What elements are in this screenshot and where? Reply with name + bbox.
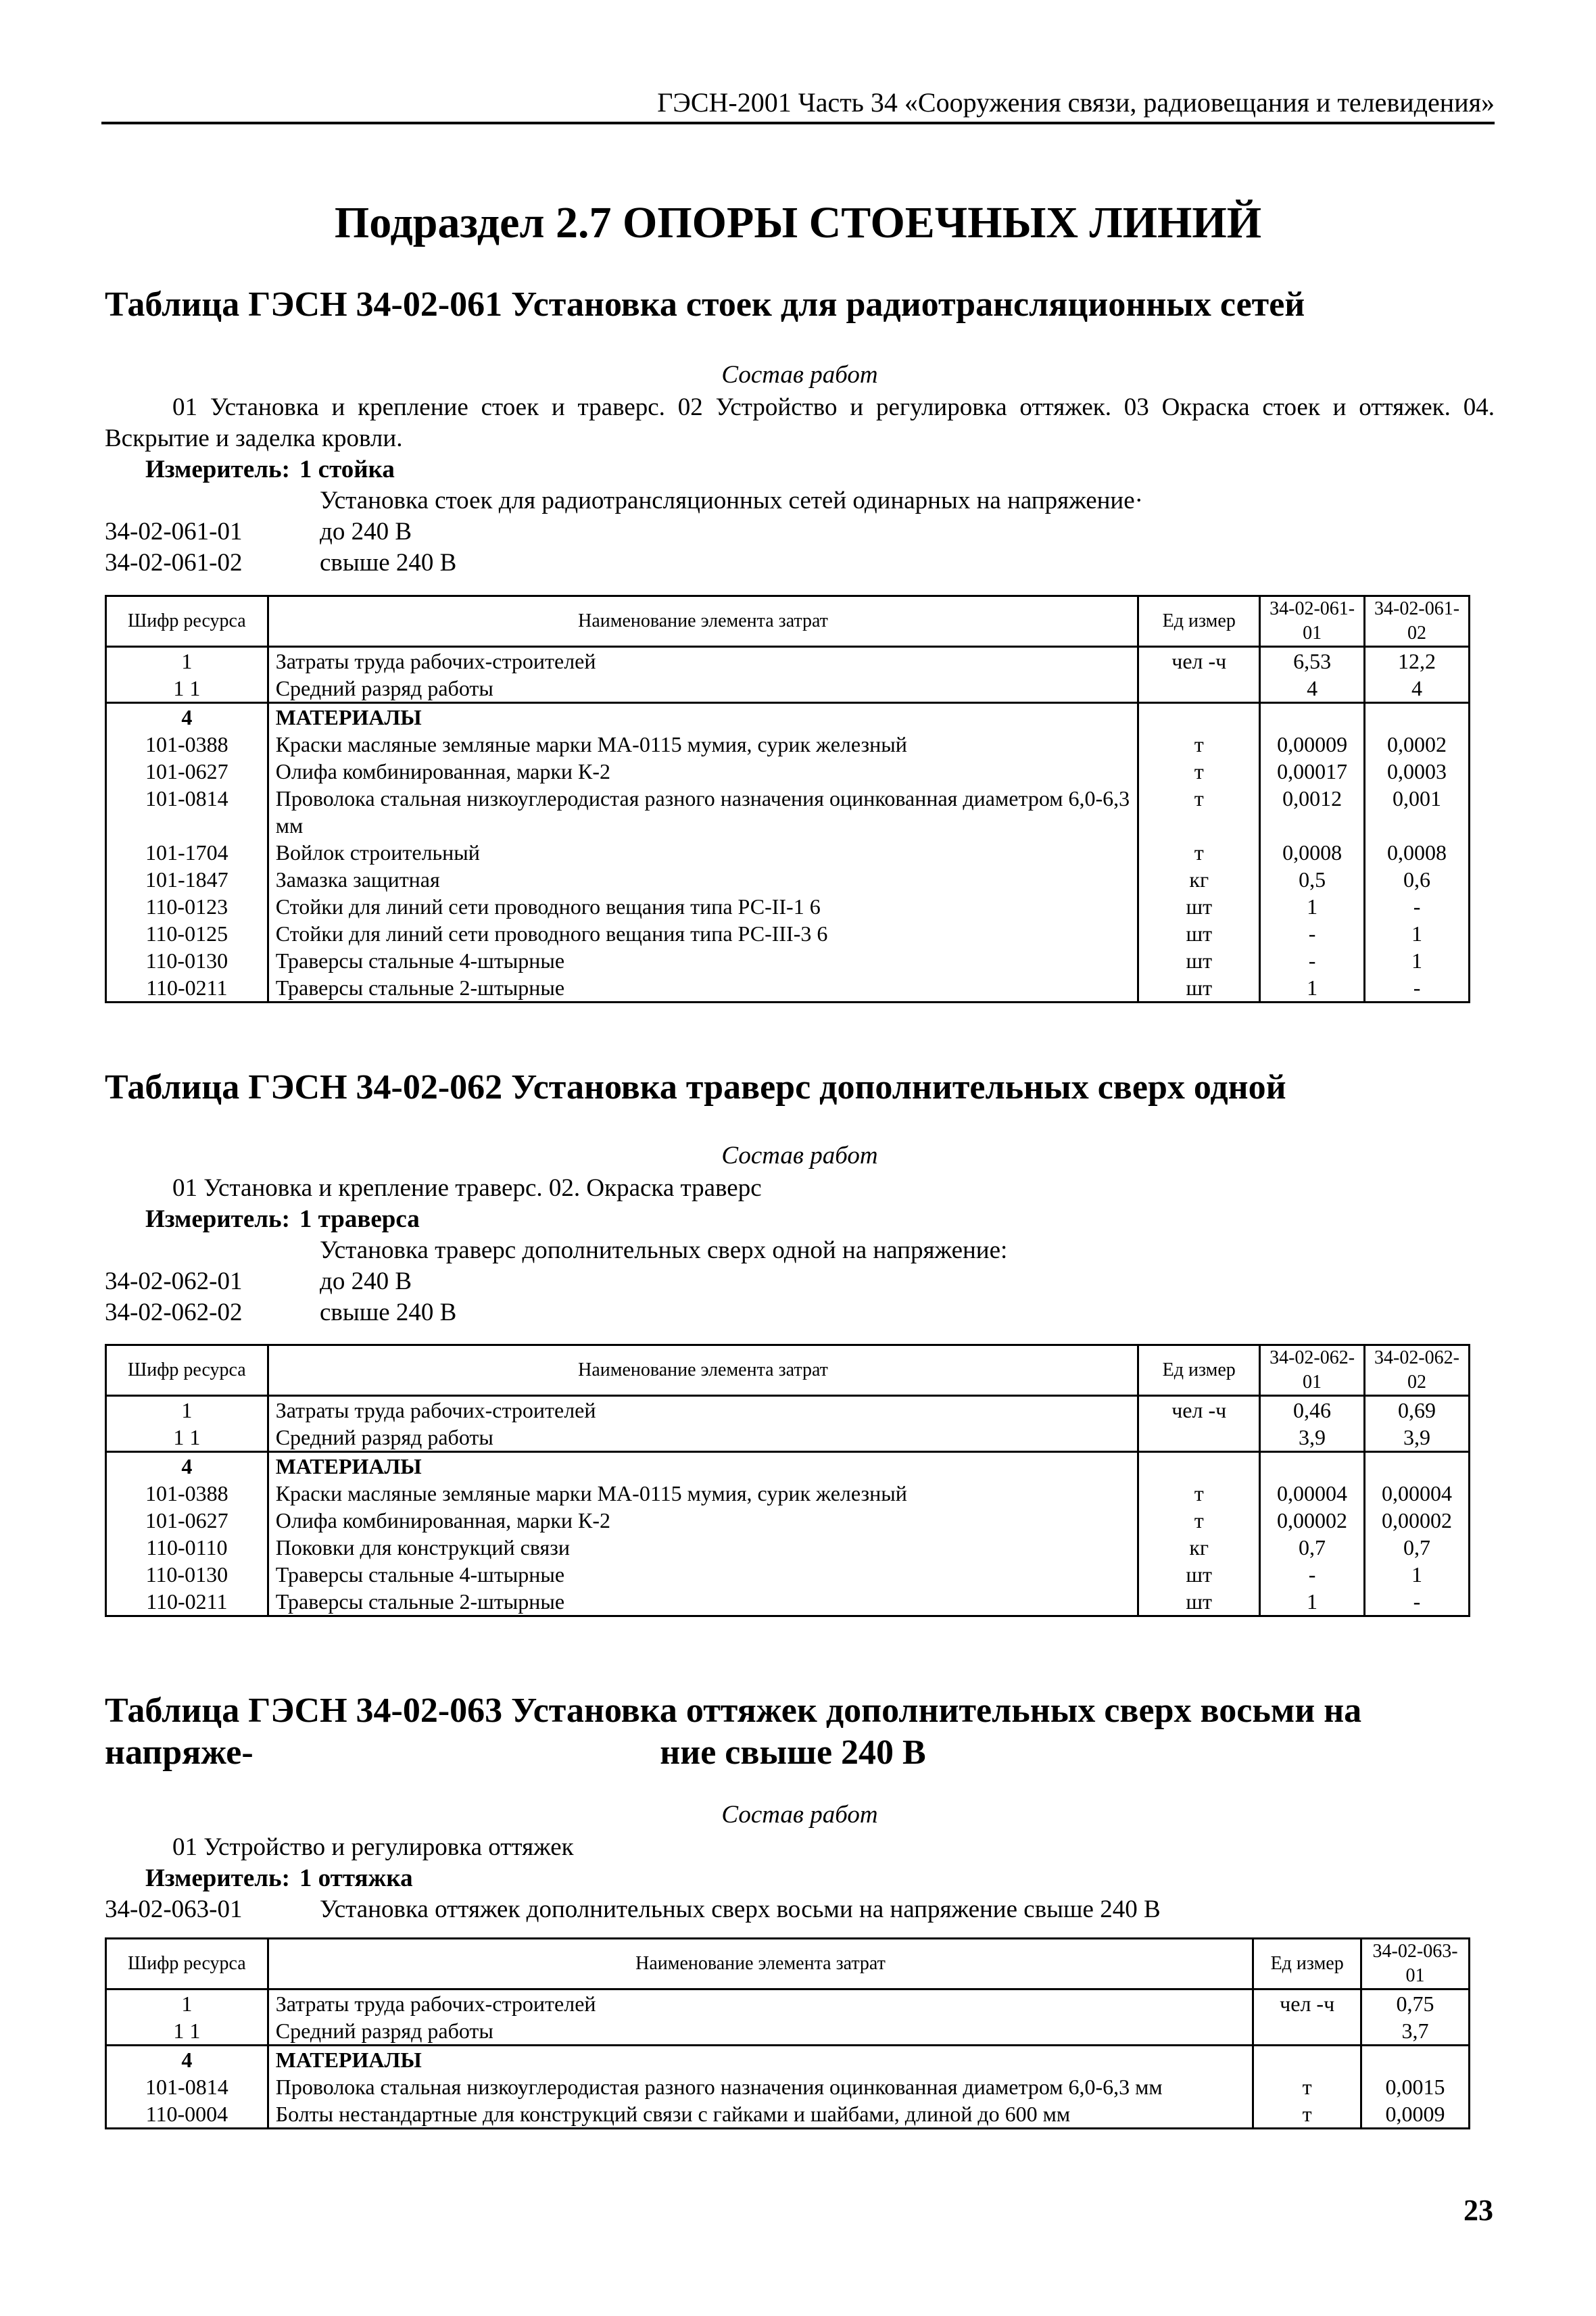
cell-value: 0,00017: [1260, 758, 1365, 785]
cell-name: Стойки для линий сети проводного вещания типа РС-III-3 6: [268, 920, 1138, 947]
cell-value: 0,7: [1365, 1534, 1470, 1561]
cell-name: Затраты труда рабочих-строителей: [268, 647, 1138, 675]
cell-unit: т: [1138, 839, 1260, 866]
col-variant-header: 34-02-062-02: [1365, 1345, 1470, 1396]
cell-code: 1: [106, 1396, 268, 1424]
col-unit-header: Ед измер: [1138, 1345, 1260, 1396]
table-row: [106, 947, 1470, 974]
variant-text: свыше 240 В: [320, 1299, 457, 1326]
cell-unit: кг: [1138, 1534, 1260, 1561]
table-row: [106, 2017, 1470, 2046]
cell-name: МАТЕРИАЛЫ: [268, 703, 1138, 731]
table-row: [106, 893, 1470, 920]
cell-value: 0,0002: [1365, 731, 1470, 758]
cell-code: 101-0814: [106, 785, 268, 839]
work-description: 01 Установка и крепление траверс. 02. Окраска траверс: [172, 1174, 762, 1202]
variant-row: [105, 1266, 1495, 1297]
cell-unit: [1253, 2017, 1361, 2046]
table-row: [106, 675, 1470, 703]
cell-name: Болты нестандартные для конструкций связи с гайками и шайбами, длиной до 600 мм: [268, 2100, 1253, 2129]
cell-unit: т: [1138, 731, 1260, 758]
col-code-header: Шифр ресурса: [106, 1939, 268, 1989]
cell-value: 0,00002: [1260, 1507, 1365, 1534]
table-row: [106, 866, 1470, 893]
meter: [105, 454, 1495, 485]
cell-code: 101-0627: [106, 1507, 268, 1534]
col-code-header: Шифр ресурса: [106, 596, 268, 647]
cell-value: 3,9: [1365, 1424, 1470, 1452]
sostav-label: Состав работ: [721, 1801, 878, 1829]
col-variant-header: 34-02-061-01: [1260, 596, 1365, 647]
table-body: [106, 1989, 1470, 2129]
cell-code: 101-0388: [106, 731, 268, 758]
cell-code: 1: [106, 1989, 268, 2018]
table-row: [106, 758, 1470, 785]
variant-heading: Установка стоек для радиотрансляционных сетей одинарных на напряжение·: [320, 487, 1143, 514]
cell-name: Траверсы стальные 4-штырные: [268, 947, 1138, 974]
cell-value: [1260, 703, 1365, 731]
table-header-row: [106, 1939, 1470, 1989]
cell-name: Замазка защитная: [268, 866, 1138, 893]
cell-name: Проволока стальная низкоуглеродистая разного назначения оцинкованная диаметром 6,0-6,3 мм: [268, 2073, 1253, 2100]
variant-row: [105, 1297, 1495, 1328]
cell-name: Траверсы стальные 2-штырные: [268, 974, 1138, 1003]
cell-value: 12,2: [1365, 647, 1470, 675]
table-row: [106, 1989, 1470, 2018]
variant-text: Установка оттяжек дополнительных сверх восьми на напряжение свыше 240 В: [320, 1896, 1161, 1923]
table-group-row: [106, 1452, 1470, 1480]
work-description: 01 Устройство и регулировка оттяжек: [172, 1833, 574, 1861]
col-variant-header: 34-02-061-02: [1365, 596, 1470, 647]
cell-code: 110-0125: [106, 920, 268, 947]
variant-heading: Установка траверс дополнительных сверх одной на напряжение:: [320, 1236, 1008, 1264]
cell-value: 1: [1260, 1588, 1365, 1616]
cell-value: 0,00002: [1365, 1507, 1470, 1534]
cell-code: 1: [106, 647, 268, 675]
variant-code: 34-02-063-01: [105, 1896, 243, 1923]
table-header-row: [106, 1345, 1470, 1396]
table-row: [106, 1561, 1470, 1588]
cell-unit: [1138, 675, 1260, 703]
cell-value: 0,00009: [1260, 731, 1365, 758]
cell-code: 110-0123: [106, 893, 268, 920]
cell-value: [1260, 1452, 1365, 1480]
col-name-header: Наименование элемента затрат: [268, 1939, 1253, 1989]
cell-unit: шт: [1138, 1588, 1260, 1616]
variant-code: 34-02-061-01: [105, 518, 243, 546]
col-name-header: Наименование элемента затрат: [268, 1345, 1138, 1396]
cell-unit: чел -ч: [1138, 647, 1260, 675]
cell-code: 4: [106, 2046, 268, 2074]
cell-name: Затраты труда рабочих-строителей: [268, 1989, 1253, 2018]
cell-unit: т: [1138, 1480, 1260, 1507]
cell-unit: [1138, 1424, 1260, 1452]
table-group-row: [106, 703, 1470, 731]
cell-code: 110-0110: [106, 1534, 268, 1561]
cell-name: Стойки для линий сети проводного вещания типа РС-II-1 6: [268, 893, 1138, 920]
cell-code: 101-1704: [106, 839, 268, 866]
cell-unit: т: [1253, 2073, 1361, 2100]
cell-value: 3,9: [1260, 1424, 1365, 1452]
cell-value: 0,6: [1365, 866, 1470, 893]
cell-name: Поковки для конструкций связи: [268, 1534, 1138, 1561]
cell-value: -: [1365, 893, 1470, 920]
cell-value: 0,7: [1260, 1534, 1365, 1561]
cell-unit: кг: [1138, 866, 1260, 893]
col-variant-header: 34-02-063-01: [1361, 1939, 1470, 1989]
table-body: [106, 647, 1470, 1003]
table-063-title-line1: Таблица ГЭСН 34-02-063 Установка оттяжек дополнительных сверх восьми на напряже-: [105, 1691, 1362, 1772]
cell-value: 0,001: [1365, 785, 1470, 839]
table-row: [106, 1480, 1470, 1507]
cell-value: -: [1365, 974, 1470, 1003]
cell-code: 1 1: [106, 675, 268, 703]
cell-value: 1: [1365, 920, 1470, 947]
table-header-row: [106, 596, 1470, 647]
meter-value: 1 траверса: [299, 1205, 420, 1233]
table-body: [106, 1396, 1470, 1616]
table-row: [106, 2100, 1470, 2129]
cell-value: 0,75: [1361, 1989, 1470, 2018]
cell-value: 3,7: [1361, 2017, 1470, 2046]
cell-code: 4: [106, 1452, 268, 1480]
cell-value: 4: [1260, 675, 1365, 703]
cell-code: 1 1: [106, 1424, 268, 1452]
cell-code: 110-0211: [106, 1588, 268, 1616]
cell-value: -: [1260, 947, 1365, 974]
table-row: [106, 839, 1470, 866]
table-row: [106, 1507, 1470, 1534]
cell-value: 0,0009: [1361, 2100, 1470, 2129]
cell-unit: т: [1138, 758, 1260, 785]
table-row: [106, 731, 1470, 758]
cell-unit: [1138, 703, 1260, 731]
table-row: [106, 1396, 1470, 1424]
cell-code: 110-0130: [106, 1561, 268, 1588]
table-row: [106, 1424, 1470, 1452]
meter-label: Измеритель:: [145, 1205, 290, 1233]
table-row: [106, 1534, 1470, 1561]
variant-text: до 240 В: [320, 1268, 412, 1295]
cell-value: [1365, 1452, 1470, 1480]
col-variant-header: 34-02-062-01: [1260, 1345, 1365, 1396]
table-062-intro: [105, 1139, 1495, 1328]
meter: [105, 1863, 1495, 1894]
cell-value: 1: [1365, 1561, 1470, 1588]
cell-name: Краски масляные земляные марки МА-0115 мумия, сурик железный: [268, 1480, 1138, 1507]
variant-code: 34-02-062-01: [105, 1268, 243, 1295]
subsection-title: Подраздел 2.7 ОПОРЫ СТОЕЧНЫХ ЛИНИЙ: [334, 198, 1262, 247]
cell-unit: [1138, 1452, 1260, 1480]
col-code-header: Шифр ресурса: [106, 1345, 268, 1396]
cell-unit: шт: [1138, 974, 1260, 1003]
cell-unit: шт: [1138, 920, 1260, 947]
cell-code: 110-0004: [106, 2100, 268, 2129]
cell-name: МАТЕРИАЛЫ: [268, 1452, 1138, 1480]
table-061-grid: [105, 595, 1470, 1003]
cell-code: 101-1847: [106, 866, 268, 893]
cell-code: 101-0814: [106, 2073, 268, 2100]
cell-value: -: [1260, 1561, 1365, 1588]
cell-unit: т: [1138, 785, 1260, 839]
variant-row: [105, 516, 1495, 548]
table-row: [106, 1588, 1470, 1616]
cell-name: Средний разряд работы: [268, 675, 1138, 703]
cell-name: Траверсы стальные 2-штырные: [268, 1588, 1138, 1616]
cell-code: 101-0388: [106, 1480, 268, 1507]
cell-value: 0,0003: [1365, 758, 1470, 785]
variant-text: до 240 В: [320, 518, 412, 546]
table-row: [106, 785, 1470, 839]
table-row: [106, 974, 1470, 1003]
cell-name: Олифа комбинированная, марки К-2: [268, 1507, 1138, 1534]
cell-name: Затраты труда рабочих-строителей: [268, 1396, 1138, 1424]
variant-text: свыше 240 В: [320, 549, 457, 577]
cell-code: 110-0211: [106, 974, 268, 1003]
cell-value: 0,5: [1260, 866, 1365, 893]
cell-name: Войлок строительный: [268, 839, 1138, 866]
cell-value: 4: [1365, 675, 1470, 703]
cell-name: Краски масляные земляные марки МА-0115 мумия, сурик железный: [268, 731, 1138, 758]
cell-unit: шт: [1138, 1561, 1260, 1588]
table-row: [106, 920, 1470, 947]
cell-name: Траверсы стальные 4-штырные: [268, 1561, 1138, 1588]
table-063-title-line2: ние свыше 240 В: [660, 1733, 926, 1772]
cell-name: Средний разряд работы: [268, 1424, 1138, 1452]
cell-unit: шт: [1138, 893, 1260, 920]
cell-value: 0,0008: [1365, 839, 1470, 866]
meter-label: Измеритель:: [145, 1864, 290, 1892]
cell-name: МАТЕРИАЛЫ: [268, 2046, 1253, 2074]
variant-code: 34-02-062-02: [105, 1299, 243, 1326]
cell-value: 0,0012: [1260, 785, 1365, 839]
table-row: [106, 2073, 1470, 2100]
work-description: 01 Установка и крепление стоек и траверс. 02 Устройство и регулировка оттяжек. 03 Окраска стоек и оттяжек. 04. Вскрытие и заделка кровли.: [105, 393, 1495, 452]
cell-code: 4: [106, 703, 268, 731]
cell-value: 0,00004: [1260, 1480, 1365, 1507]
cell-value: 1: [1260, 893, 1365, 920]
page-number: 23: [1464, 2194, 1493, 2227]
cell-value: 0,0008: [1260, 839, 1365, 866]
variant-code: 34-02-061-02: [105, 549, 243, 577]
sostav-label: Состав работ: [721, 361, 878, 389]
cell-value: 0,00004: [1365, 1480, 1470, 1507]
cell-value: [1361, 2046, 1470, 2074]
cell-value: -: [1365, 1588, 1470, 1616]
meter-label: Измеритель:: [145, 456, 290, 483]
cell-unit: т: [1253, 2100, 1361, 2129]
cell-name: Средний разряд работы: [268, 2017, 1253, 2046]
cell-code: 110-0130: [106, 947, 268, 974]
variant-row: [105, 548, 1495, 579]
cell-unit: шт: [1138, 947, 1260, 974]
cell-name: Олифа комбинированная, марки К-2: [268, 758, 1138, 785]
meter: [105, 1204, 1495, 1235]
col-name-header: Наименование элемента затрат: [268, 596, 1138, 647]
cell-unit: т: [1138, 1507, 1260, 1534]
table-061-title: Таблица ГЭСН 34-02-061 Установка стоек для радиотрансляционных сетей: [105, 285, 1305, 324]
cell-value: [1365, 703, 1470, 731]
col-unit-header: Ед измер: [1253, 1939, 1361, 1989]
table-062-title: Таблица ГЭСН 34-02-062 Установка траверс дополнительных сверх одной: [105, 1068, 1286, 1107]
cell-name: Проволока стальная низкоуглеродистая разного назначения оцинкованная диаметром 6,0-6,3 мм: [268, 785, 1138, 839]
cell-unit: чел -ч: [1138, 1396, 1260, 1424]
running-header: ГЭСН-2001 Часть 34 «Сооружения связи, радиовещания и телевидения»: [101, 87, 1495, 124]
sostav-label: Состав работ: [721, 1142, 878, 1169]
cell-value: 1: [1365, 947, 1470, 974]
cell-value: 0,0015: [1361, 2073, 1470, 2100]
table-group-row: [106, 2046, 1470, 2074]
table-063-grid: [105, 1937, 1470, 2129]
cell-code: 1 1: [106, 2017, 268, 2046]
table-061-intro: [105, 358, 1495, 579]
table-062-grid: [105, 1344, 1470, 1617]
cell-code: 101-0627: [106, 758, 268, 785]
col-unit-header: Ед измер: [1138, 596, 1260, 647]
cell-value: 6,53: [1260, 647, 1365, 675]
cell-value: 0,46: [1260, 1396, 1365, 1424]
cell-value: 0,69: [1365, 1396, 1470, 1424]
cell-unit: [1253, 2046, 1361, 2074]
table-063-intro: [105, 1798, 1495, 1925]
cell-value: -: [1260, 920, 1365, 947]
cell-unit: чел -ч: [1253, 1989, 1361, 2018]
meter-value: 1 оттяжка: [299, 1864, 413, 1892]
cell-value: 1: [1260, 974, 1365, 1003]
meter-value: 1 стойка: [299, 456, 395, 483]
variant-row: [105, 1894, 1495, 1925]
table-row: [106, 647, 1470, 675]
